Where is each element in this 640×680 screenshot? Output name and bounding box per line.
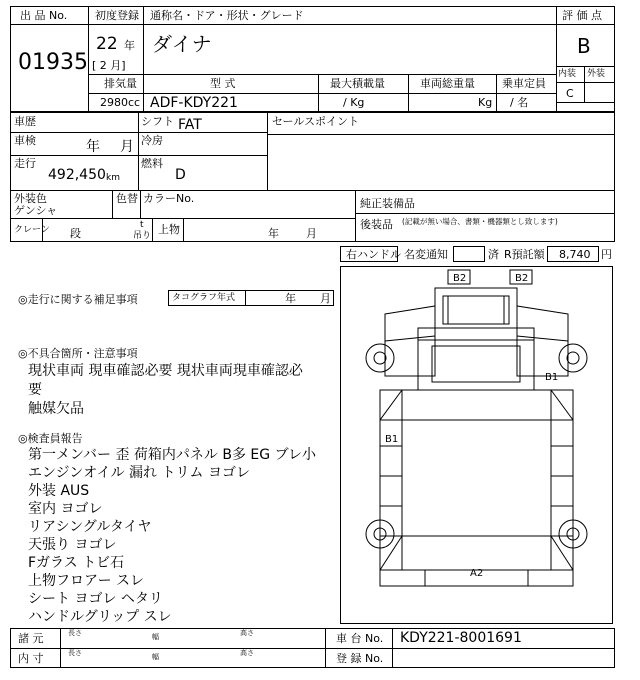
driving-title: ◎走行に関する補足事項	[18, 293, 138, 306]
issues-title: ◎不具合箇所・注意事項	[18, 347, 138, 360]
lot-number: 01935	[18, 50, 88, 75]
shift-value: FAT	[178, 117, 202, 133]
chassis-label: 車 台 No.	[336, 632, 384, 645]
inspector-line-2: エンジンオイル 漏れ トリム ヨゴレ	[28, 465, 250, 481]
color-code-label: カラーNo.	[143, 192, 195, 205]
crane-tsuri: 吊り	[133, 231, 152, 241]
inspection-year-unit: 年	[86, 139, 100, 155]
aftermarket-note: (記載が無い場合、書類・機器類とし致します)	[402, 217, 558, 226]
aftermarket-label: 後装品	[360, 218, 393, 231]
fuel-value: D	[175, 167, 186, 183]
interior-label: 内装	[558, 69, 577, 79]
dims-label: 諸 元	[18, 632, 44, 645]
inspection-month-unit: 月	[120, 139, 134, 155]
max-load-label: 最大積載量	[330, 77, 385, 90]
mark-a2-tail: A2	[470, 568, 484, 579]
length-label-1: 長さ	[68, 629, 82, 637]
inspector-line-8: 上物フロアー スレ	[28, 573, 145, 589]
gross-weight-label: 車両総重量	[420, 77, 475, 90]
rating-label: 評 価 点	[562, 9, 602, 22]
upper-month: 月	[306, 227, 317, 240]
crane-t: t	[140, 220, 144, 230]
inspector-title: ◎検査員報告	[18, 432, 83, 445]
model-label: 通称名・ドア・形状・グレード	[150, 9, 304, 22]
mark-b1-cab: B1	[545, 372, 559, 383]
upper-label: 上物	[158, 223, 180, 236]
interior-grade: C	[566, 87, 574, 100]
rating-value: B	[577, 34, 591, 58]
cc-unit: cc	[128, 96, 141, 109]
tacho-year: 年	[285, 292, 296, 305]
first-reg-month: [ 2 月]	[92, 59, 126, 72]
exterior-label: 外装	[587, 69, 606, 79]
r-unit: 円	[601, 248, 612, 261]
width-label-2: 幅	[152, 653, 159, 661]
max-load-unit: / Kg	[343, 96, 365, 109]
tacho-month: 月	[320, 292, 331, 305]
mark-b2-left: B2	[453, 273, 467, 284]
km-unit: km	[106, 173, 120, 183]
crane-dan: 段	[70, 227, 81, 240]
height-label-2: 高さ	[240, 649, 254, 657]
inspector-line-5: リアシングルタイヤ	[28, 519, 152, 535]
defect-flag: 済	[488, 248, 499, 261]
tacho-label: タコグラフ年式	[172, 293, 236, 303]
history-label: 車歴	[14, 115, 36, 128]
issues-line-1: 現状車両 現車確認必要 現状車両現車確認必	[28, 363, 303, 379]
type-label: 型 式	[210, 77, 236, 90]
color-no-label: 色替	[116, 192, 138, 205]
type-value: ADF-KDY221	[150, 95, 238, 111]
gross-weight-unit: Kg	[478, 96, 493, 109]
right-handle: 右ハンドル	[346, 248, 401, 261]
lot-label: 出 品 No.	[20, 9, 68, 22]
fuel-label: 燃料	[141, 157, 163, 170]
inspector-line-10: ハンドルグリップ スレ	[28, 609, 172, 625]
issues-line-2: 要	[28, 382, 42, 398]
inspector-line-6: 天張り ヨゴレ	[28, 537, 117, 553]
ac-label: 冷房	[141, 134, 163, 147]
name-change-box	[453, 246, 485, 262]
reg-label: 登 録 No.	[336, 652, 384, 665]
sales-point-label: セールスポイント	[272, 115, 360, 128]
model-name: ダイナ	[152, 32, 212, 56]
ext-color-label: 外装色	[14, 192, 47, 205]
inspector-line-9: シート ヨゴレ ヘタリ	[28, 591, 163, 607]
height-label-1: 高さ	[240, 629, 254, 637]
displacement-label: 排気量	[104, 77, 137, 90]
crane-label: クレーン	[14, 225, 50, 235]
issues-line-3: 触媒欠品	[28, 401, 84, 417]
mileage-value: 492,450	[48, 167, 106, 183]
mark-b1-bed: B1	[385, 434, 399, 445]
inspector-line-3: 外装 AUS	[28, 483, 90, 499]
mileage-label: 走行	[14, 157, 36, 170]
r-label: R預託額	[504, 248, 545, 261]
length-label-2: 長さ	[68, 649, 82, 657]
mark-b2-right: B2	[515, 273, 529, 284]
inspector-line-1: 第一メンバー 歪 荷箱内パネル B多 EG ブレ小	[28, 447, 317, 463]
year-unit: 年	[124, 39, 135, 52]
width-label-1: 幅	[152, 633, 159, 641]
shift-label: シフト	[141, 115, 174, 128]
chassis-number: KDY221-8001691	[400, 630, 522, 646]
displacement-value: 2980	[100, 96, 128, 109]
truck-diagram	[340, 266, 613, 624]
ext-color-value: ゲンシャ	[14, 204, 58, 217]
inspection-label: 車検	[14, 134, 36, 147]
inside-label: 内 寸	[18, 652, 44, 665]
inspector-line-4: 室内 ヨゴレ	[28, 501, 103, 517]
inspector-line-7: Fガラス トビ石	[28, 555, 125, 571]
capacity-unit: / 名	[510, 96, 529, 109]
capacity-label: 乗車定員	[502, 77, 546, 90]
r-amount: 8,740	[559, 248, 591, 261]
upper-year: 年	[268, 227, 279, 240]
first-reg-label: 初度登録	[95, 9, 139, 22]
name-change: 名変通知	[404, 248, 448, 261]
genuine-label: 純正装備品	[360, 197, 415, 210]
first-reg-year: 22	[96, 34, 118, 54]
